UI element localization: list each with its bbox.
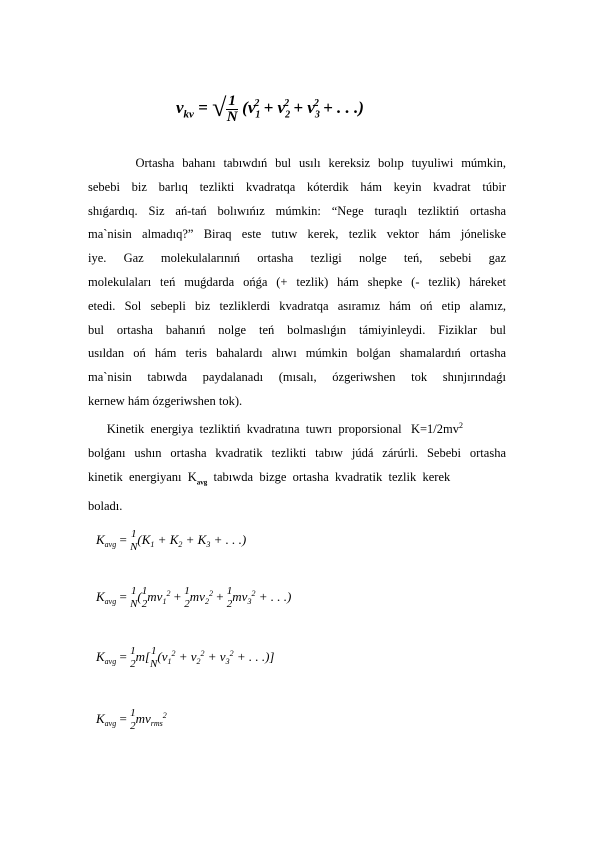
formula-term: (v <box>242 98 256 117</box>
paragraph-line: ma`nisin tabıwda paydalanadı (mısalı, ózgeriwshen tok shınjırındaǵı <box>88 370 506 385</box>
eq-term: + <box>212 588 227 604</box>
eq-sup: 2 <box>166 588 171 598</box>
eq-sub: 1 <box>150 539 155 549</box>
formula-sub: 1 <box>255 109 261 121</box>
paragraph-line: bolǵanı ushın ortasha kvadratik tezlikti tabıw júdá zárúrli. Sebebi ortasha <box>88 445 506 460</box>
formula-term: + . . .) <box>318 98 364 117</box>
fraction-denominator: N <box>150 658 158 670</box>
eq-equals: = <box>116 531 131 547</box>
eq-lhs: K <box>96 710 105 726</box>
eq-lhs-sub: avg <box>104 596 117 606</box>
fraction-numerator: 1 <box>228 92 236 109</box>
eq-equals: = <box>116 710 131 726</box>
eq-sub: rms <box>150 718 163 728</box>
eq-term: + . . .) <box>210 531 247 547</box>
paragraph-line: boladı. <box>88 499 123 514</box>
fraction-denominator: 2 <box>184 598 190 610</box>
formula-equals: = <box>198 98 208 117</box>
fraction-denominator: 2 <box>226 598 233 610</box>
formula-term: + v <box>259 98 286 117</box>
eq-sub: 1 <box>162 596 167 606</box>
paragraph-line: sebebi biz barlıq tezlikti kvadratqa kóterdik hám keyin kvadrat túbir <box>88 179 506 194</box>
formula-term: + v <box>289 98 315 117</box>
eq-lhs-sub: avg <box>104 539 117 549</box>
eq-sup: 2 <box>171 648 176 658</box>
eq-term: (v <box>157 648 168 664</box>
eq-sub: 3 <box>206 539 211 549</box>
eq-sup: 2 <box>208 588 213 598</box>
subscript: avg <box>196 478 208 487</box>
fraction-numerator: 1 <box>130 707 136 719</box>
eq-sup: 2 <box>162 710 167 720</box>
eq-term: + v <box>175 648 197 664</box>
eq-term: + <box>170 588 185 604</box>
eq-sub: 2 <box>196 656 201 666</box>
paragraph-line <box>88 466 506 495</box>
formula-sup: 2 <box>313 98 319 110</box>
eq-sup: 2 <box>229 648 234 658</box>
eq-term: + v <box>204 648 226 664</box>
fraction-denominator: 2 <box>130 658 136 670</box>
eq-term: + . . .)] <box>233 648 275 664</box>
eq-term: + K <box>182 531 207 547</box>
paragraph-2 <box>88 414 506 519</box>
paragraph-line: Ortasha bahanı tabıwdıń bul usılı kereksiz bolıp tuyuliwi múmkin, <box>88 156 506 170</box>
fraction-numerator: 1 <box>184 585 190 597</box>
fraction-numerator: 1 <box>141 585 148 597</box>
eq-term: m[ <box>135 648 151 664</box>
paragraph-line: ma`nisin almadıq?” Biraq este tutıw kerek, tezlik vektor hám jóneliske <box>88 227 506 242</box>
equation-kavg-3 <box>96 645 275 671</box>
formula-sup: 2 <box>254 98 260 110</box>
formula-vrms <box>176 90 364 125</box>
eq-sub: 2 <box>204 596 209 606</box>
paragraph-line <box>88 414 506 442</box>
eq-sub: 2 <box>178 539 183 549</box>
eq-equals: = <box>116 648 131 664</box>
paragraph-1 <box>88 152 506 414</box>
formula-lhs-sub: kv <box>183 108 194 121</box>
fraction-denominator: N <box>130 598 138 610</box>
eq-term: ( <box>137 588 142 604</box>
eq-term: mv <box>147 588 163 604</box>
eq-lhs: K <box>96 531 105 547</box>
formula-sub: 2 <box>285 109 291 121</box>
equation-kavg-1 <box>96 528 246 554</box>
eq-sub: 3 <box>225 656 230 666</box>
paragraph-text: tabıwda bizge ortasha kvadratik tezlik kerek <box>207 469 451 484</box>
fraction-numerator: 1 <box>131 528 137 540</box>
eq-sub: 1 <box>167 656 172 666</box>
eq-term: mv <box>135 710 151 726</box>
eq-lhs: K <box>96 648 105 664</box>
fraction-numerator: 1 <box>131 585 137 597</box>
eq-lhs-sub: avg <box>104 656 117 666</box>
eq-equals: = <box>116 588 131 604</box>
eq-term: mv <box>189 588 205 604</box>
eq-sub: 3 <box>247 596 252 606</box>
equation-kavg-4 <box>96 707 167 733</box>
paragraph-line: usıldan oń hám teris bahalardı alıwı múmkin bolǵan shamalardıń ortasha <box>88 346 506 361</box>
paragraph-text: kinetik energiyanı K <box>88 469 197 484</box>
formula-sup: 2 <box>284 98 290 110</box>
fraction-denominator: 2 <box>130 720 136 732</box>
radical-sign: √ <box>212 93 227 122</box>
eq-term: + . . .) <box>255 588 292 604</box>
paragraph-line: etedi. Sol sebepli biz tezliklerdi kvadratqa asıramız hám oń etip alamız, <box>88 298 506 313</box>
superscript: 2 <box>458 421 463 430</box>
fraction-numerator: 1 <box>150 645 157 657</box>
paragraph-text: Kinetik energiya tezliktiń kvadratına tuwrı proporsional K=1/2mv <box>88 422 459 437</box>
formula-lhs: v <box>176 98 184 117</box>
fraction-denominator: N <box>130 541 138 553</box>
paragraph-line: iye. Gaz molekulalarınıń ortasha tezligi nolge teń, sebebi gaz <box>88 251 506 266</box>
fraction-denominator: N <box>226 108 238 125</box>
paragraph-line: shıǵardıq. Siz ań-tań bolıwıńız múmkin: “Nege turaqlı tezliktiń ortasha <box>88 203 506 218</box>
eq-term: mv <box>232 588 248 604</box>
eq-sup: 2 <box>251 588 256 598</box>
eq-lhs: K <box>96 588 105 604</box>
formula-fraction <box>226 94 238 125</box>
fraction-denominator: 2 <box>141 598 148 610</box>
eq-lhs-sub: avg <box>104 718 117 728</box>
equation-kavg-2 <box>96 585 291 611</box>
formula-sub: 3 <box>314 109 320 121</box>
eq-term: (K <box>137 531 151 547</box>
paragraph-line: kernew hám ózgeriwshen tok). <box>88 393 243 408</box>
paragraph-line: molekulaları teń muǵdarda ońǵa (+ tezlik) hám shepke (- tezlik) háreket <box>88 274 506 289</box>
paragraph-line: bul ortasha bahanıń nolge teń bolmaslıǵın támiyinleydi. Fiziklar bul <box>88 322 506 337</box>
fraction-numerator: 1 <box>130 645 136 657</box>
eq-sup: 2 <box>200 648 205 658</box>
fraction-numerator: 1 <box>226 585 233 597</box>
eq-term: + K <box>154 531 179 547</box>
